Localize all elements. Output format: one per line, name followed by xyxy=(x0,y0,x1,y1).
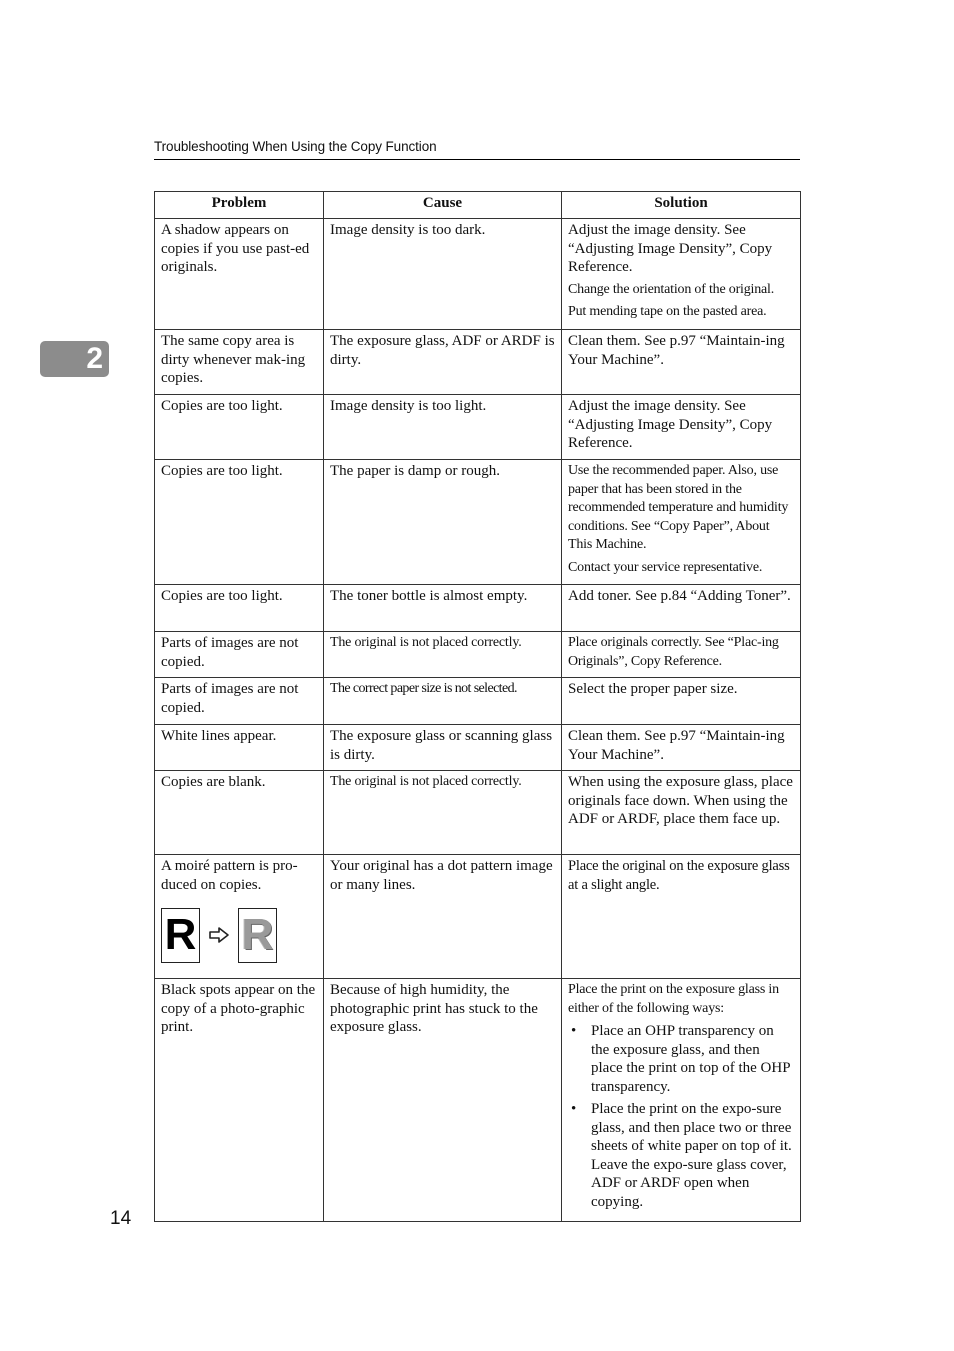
table-row xyxy=(155,395,801,460)
table-row xyxy=(155,632,801,678)
cause-cell xyxy=(324,632,562,678)
column-header-solution: Solution xyxy=(562,192,801,219)
table-row xyxy=(155,330,801,395)
moire-illustration xyxy=(161,906,317,964)
cause-text: Your original has a dot pattern image or many lines. xyxy=(330,858,553,893)
problem-text: Copies are too light. xyxy=(161,398,283,414)
right-arrow-icon xyxy=(208,926,230,944)
cause-text: The original is not placed correctly. xyxy=(330,635,522,650)
cause-text: The toner bottle is almost empty. xyxy=(330,588,528,604)
problem-text: A moiré pattern is pro-duced on copies. xyxy=(161,858,298,893)
problem-cell xyxy=(155,771,324,855)
cause-text: Image density is too light. xyxy=(330,398,487,414)
cause-cell xyxy=(324,395,562,460)
solution-list xyxy=(568,1022,794,1211)
list-item: • Place an OHP transparency on the exposure glass, and then place the print on top of the OHP transparency. xyxy=(568,1022,794,1096)
cause-cell xyxy=(324,725,562,771)
solution-cell xyxy=(562,585,801,632)
cause-cell xyxy=(324,678,562,725)
solution-cell xyxy=(562,725,801,771)
column-header-problem: Problem xyxy=(155,192,324,219)
problem-cell xyxy=(155,632,324,678)
running-header: Troubleshooting When Using the Copy Function xyxy=(154,138,800,160)
solution-cell xyxy=(562,219,801,330)
solution-cell xyxy=(562,330,801,395)
solution-intro: Place the print on the exposure glass in either of the following ways: xyxy=(568,982,779,1016)
solution-text: Put mending tape on the pasted area. xyxy=(568,304,767,319)
cause-text: Because of high humidity, the photographic print has stuck to the exposure glass. xyxy=(330,982,538,1035)
cause-cell xyxy=(324,585,562,632)
cause-text: Image density is too dark. xyxy=(330,222,486,238)
solution-text: Contact your service representative. xyxy=(568,559,763,575)
solution-cell xyxy=(562,395,801,460)
problem-text: The same copy area is dirty whenever mak-ing copies. xyxy=(161,333,306,386)
clear-r-sample: R xyxy=(161,908,200,963)
problem-cell xyxy=(155,855,324,979)
list-item: • Place the print on the expo-sure glass, and then place two or three sheets of white paper on top of it. Leave the expo-sure glass cover, ADF or ARDF open when copying. xyxy=(568,1100,794,1211)
table-header-row xyxy=(155,192,801,219)
problem-cell xyxy=(155,678,324,725)
chapter-tab xyxy=(40,341,109,377)
cause-text: The exposure glass or scanning glass is dirty. xyxy=(330,728,553,763)
solution-cell xyxy=(562,979,801,1222)
solution-text: Select the proper paper size. xyxy=(568,681,738,697)
problem-text: Parts of images are not copied. xyxy=(161,681,299,716)
solution-text: Adjust the image density. See “Adjusting Image Density”, Copy Reference. xyxy=(568,222,773,275)
solution-text: Add toner. See p.84 “Adding Toner”. xyxy=(568,588,791,604)
cause-cell xyxy=(324,771,562,855)
table-row xyxy=(155,460,801,585)
table-row xyxy=(155,678,801,725)
problem-text: Black spots appear on the copy of a photo-graphic print. xyxy=(161,982,316,1035)
problem-text: Copies are too light. xyxy=(161,463,283,479)
table-row xyxy=(155,585,801,632)
solution-text: Place the original on the exposure glass at a slight angle. xyxy=(568,858,790,893)
problem-cell xyxy=(155,725,324,771)
solution-cell xyxy=(562,632,801,678)
problem-text: A shadow appears on copies if you use past-ed originals. xyxy=(161,222,310,275)
solution-text: Adjust the image density. See “Adjusting Image Density”, Copy Reference. xyxy=(568,398,773,451)
problem-cell xyxy=(155,330,324,395)
problem-cell xyxy=(155,219,324,330)
solution-cell xyxy=(562,855,801,979)
solution-text: Clean them. See p.97 “Maintain-ing Your Machine”. xyxy=(568,333,785,368)
problem-cell xyxy=(155,979,324,1222)
cause-cell xyxy=(324,855,562,979)
column-header-cause: Cause xyxy=(324,192,562,219)
cause-cell xyxy=(324,330,562,395)
table-row xyxy=(155,725,801,771)
problem-cell xyxy=(155,395,324,460)
solution-cell xyxy=(562,460,801,585)
moire-r-sample: R xyxy=(238,908,277,963)
solution-text: Place originals correctly. See “Plac-ing Originals”, Copy Reference. xyxy=(568,635,779,669)
troubleshooting-table xyxy=(154,191,801,1222)
solution-cell xyxy=(562,678,801,725)
solution-text: Use the recommended paper. Also, use paper that has been stored in the recommended temperature and humidity conditions. See “Copy Paper”, About This Machine. xyxy=(568,463,789,552)
problem-text: Copies are too light. xyxy=(161,588,283,604)
problem-cell xyxy=(155,585,324,632)
problem-text: White lines appear. xyxy=(161,728,277,744)
table-row xyxy=(155,219,801,330)
cause-text: The exposure glass, ADF or ARDF is dirty. xyxy=(330,333,555,368)
table-row xyxy=(155,771,801,855)
problem-text: Copies are blank. xyxy=(161,774,266,790)
problem-text: Parts of images are not copied. xyxy=(161,635,299,670)
solution-text: Change the orientation of the original. xyxy=(568,281,775,297)
chapter-number: 2 xyxy=(86,342,103,375)
cause-text: The correct paper size is not selected. xyxy=(330,681,517,696)
table-row xyxy=(155,855,801,979)
cause-text: The original is not placed correctly. xyxy=(330,774,522,789)
cause-cell xyxy=(324,979,562,1222)
page-number: 14 xyxy=(110,1208,132,1229)
table-row xyxy=(155,979,801,1222)
cause-cell xyxy=(324,219,562,330)
solution-text: Clean them. See p.97 “Maintain-ing Your Machine”. xyxy=(568,728,785,763)
problem-cell xyxy=(155,460,324,585)
solution-text: When using the exposure glass, place originals face down. When using the ADF or ARDF, place them face up. xyxy=(568,774,793,827)
cause-cell xyxy=(324,460,562,585)
cause-text: The paper is damp or rough. xyxy=(330,463,500,479)
solution-cell xyxy=(562,771,801,855)
